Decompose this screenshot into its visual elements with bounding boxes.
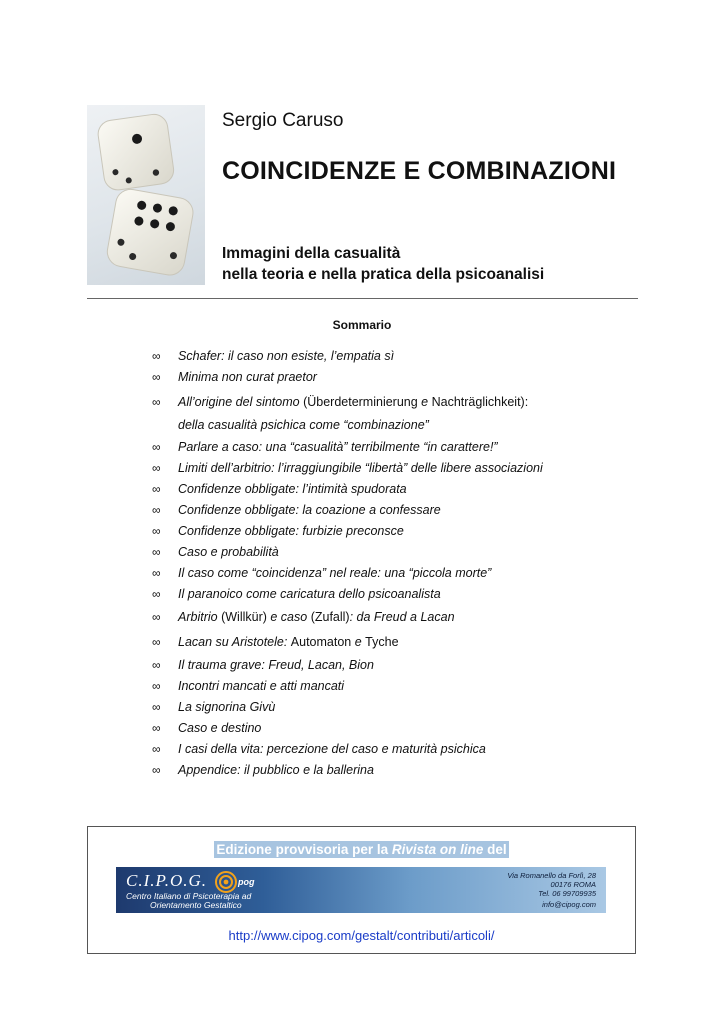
toc-item: ∞ Il trauma grave: Freud, Lacan, Bion <box>152 658 374 672</box>
dice-image <box>87 105 205 285</box>
toc-item: ∞ Caso e destino <box>152 721 262 735</box>
toc-item: ∞ All’origine del sintomo (Überdeterminierung e Nachträglichkeit): della casualità psichica come “combinazione” <box>152 391 672 437</box>
infinity-bullet-icon: ∞ <box>152 545 161 559</box>
toc-item: ∞ Il caso come “coincidenza” nel reale: una “piccola morte” <box>152 566 492 580</box>
toc-item: ∞ Il paranoico come caricatura dello psicoanalista <box>152 587 441 601</box>
toc-item: ∞ Schafer: il caso non esiste, l’empatia sì <box>152 349 395 363</box>
article-link[interactable]: http://www.cipog.com/gestalt/contributi/articoli/ <box>228 928 495 943</box>
summary-heading: Sommario <box>332 318 392 332</box>
subtitle-line: nella teoria e nella pratica della psicoanalisi <box>222 266 545 283</box>
toc-item: ∞ Lacan su Aristotele: Automaton e Tyche <box>152 635 399 649</box>
toc-item: ∞ I casi della vita: percezione del caso e maturità psichica <box>152 742 486 756</box>
toc-item: ∞ Confidenze obbligate: la coazione a confessare <box>152 503 441 517</box>
infinity-bullet-icon: ∞ <box>152 610 161 624</box>
document-title: COINCIDENZE E COMBINAZIONI <box>222 157 617 185</box>
infinity-bullet-icon: ∞ <box>152 482 161 496</box>
cipog-banner <box>116 867 606 913</box>
logo-text: pog <box>238 877 255 887</box>
author-name: Sergio Caruso <box>222 110 344 131</box>
toc-item: ∞ Caso e probabilità <box>152 545 279 559</box>
infinity-bullet-icon: ∞ <box>152 503 161 517</box>
toc-item-continuation: della casualità psichica come “combinazione” <box>178 418 429 432</box>
toc-item: ∞ Parlare a caso: una “casualità” terribilmente “in carattere!” <box>152 440 498 454</box>
cipog-address: Via Romanello da Forlì, 28 00176 ROMA Tel. 06 99709935 <box>507 871 596 898</box>
infinity-bullet-icon: ∞ <box>152 679 161 693</box>
infinity-bullet-icon: ∞ <box>152 395 161 409</box>
toc-item: ∞ Confidenze obbligate: l’intimità spudorata <box>152 482 407 496</box>
toc-item: ∞ Incontri mancati e atti mancati <box>152 679 345 693</box>
toc-item: ∞ La signorina Givù <box>152 700 276 714</box>
infinity-bullet-icon: ∞ <box>152 658 161 672</box>
toc-item: ∞ Confidenze obbligate: furbizie preconsce <box>152 524 404 538</box>
infinity-bullet-icon: ∞ <box>152 566 161 580</box>
subtitle-line: Immagini della casualità <box>222 245 401 262</box>
cipog-email: info@cipog.com <box>542 900 596 909</box>
table-of-contents <box>152 345 672 777</box>
publication-footer <box>87 826 636 954</box>
cipog-brand: C.I.P.O.G. <box>126 871 207 890</box>
toc-item: ∞ Limiti dell’arbitrio: l’irraggiungibile “libertà” delle libere associazioni <box>152 461 543 475</box>
infinity-bullet-icon: ∞ <box>152 742 161 756</box>
infinity-bullet-icon: ∞ <box>152 524 161 538</box>
infinity-bullet-icon: ∞ <box>152 700 161 714</box>
cipog-description: Centro Italiano di Psicoterapia ad Orientamento Gestaltico <box>126 891 252 910</box>
infinity-bullet-icon: ∞ <box>152 763 161 777</box>
toc-item: ∞ Arbitrio (Willkür) e caso (Zufall): da Freud a Lacan <box>152 610 455 624</box>
document-subtitle <box>222 243 544 285</box>
infinity-bullet-icon: ∞ <box>152 721 161 735</box>
infinity-bullet-icon: ∞ <box>152 587 161 601</box>
toc-item: ∞ Appendice: il pubblico e la ballerina <box>152 763 374 777</box>
infinity-bullet-icon: ∞ <box>152 370 161 384</box>
infinity-bullet-icon: ∞ <box>152 461 161 475</box>
dice-icon <box>87 105 205 285</box>
header-divider <box>87 298 638 299</box>
infinity-bullet-icon: ∞ <box>152 440 161 454</box>
edition-highlight: Edizione provvisoria per la Rivista on line del <box>216 842 507 857</box>
edition-note <box>88 841 635 859</box>
infinity-bullet-icon: ∞ <box>152 635 161 649</box>
toc-item: ∞ Minima non curat praetor <box>152 370 317 384</box>
infinity-bullet-icon: ∞ <box>152 349 161 363</box>
